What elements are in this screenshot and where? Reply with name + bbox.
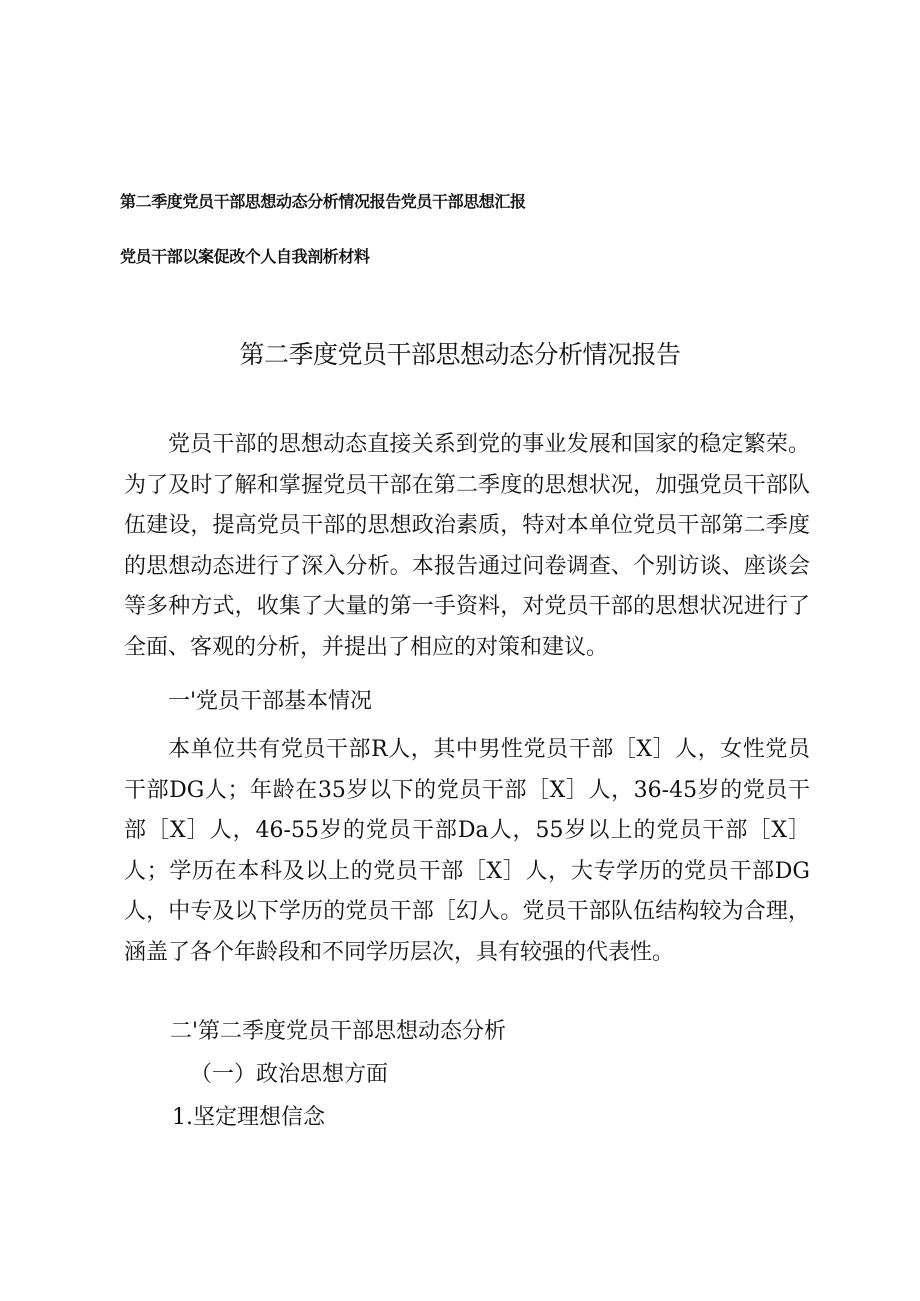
item-1-heading: 1.坚定理想信念 — [172, 1105, 325, 1130]
header-line-1: 第二季度党员干部思想动态分析情况报告党员干部思想汇报 — [120, 192, 526, 211]
document-title: 第二季度党员干部思想动态分析情况报告 — [239, 340, 681, 369]
section-2-heading: 二'第二季度党员干部思想动态分析 — [170, 1019, 507, 1044]
section-1-heading: 一'党员干部基本情况 — [168, 689, 373, 714]
header-line-2: 党员干部以案促改个人自我剖析材料 — [120, 247, 370, 266]
intro-paragraph: 党员干部的思想动态直接关系到党的事业发展和国家的稳定繁荣。为了及时了解和掌握党员干部在第二季度的思想状况，加强党员干部队伍建设，提高党员干部的思想政治素质，特对本单位党员干部第二季度的思想动态进行了深入分析。本报告通过问卷调查、个别访谈、座谈会等多种方式，收集了大量的第一手资料，对党员干部的思想状况进行了全面、客观的分析，并提出了相应的对策和建议。 — [124, 432, 810, 660]
section-1-paragraph: 本单位共有党员干部R人，其中男性党员干部［X］人，女性党员干部DG人；年龄在35岁以下的党员干部［X］人，36-45岁的党员干部［X］人，46-55岁的党员干部Da人，55岁以上的党员干部［X］人；学历在本科及以上的党员干部［X］人，大专学历的党员干部DG人，中专及以下学历的党员干部［幻人。党员干部队伍结构较为合理，涵盖了各个年龄段和不同学历层次，具有较强的代表性。 — [124, 737, 810, 965]
subsection-1-heading: （一）政治思想方面 — [190, 1062, 389, 1087]
